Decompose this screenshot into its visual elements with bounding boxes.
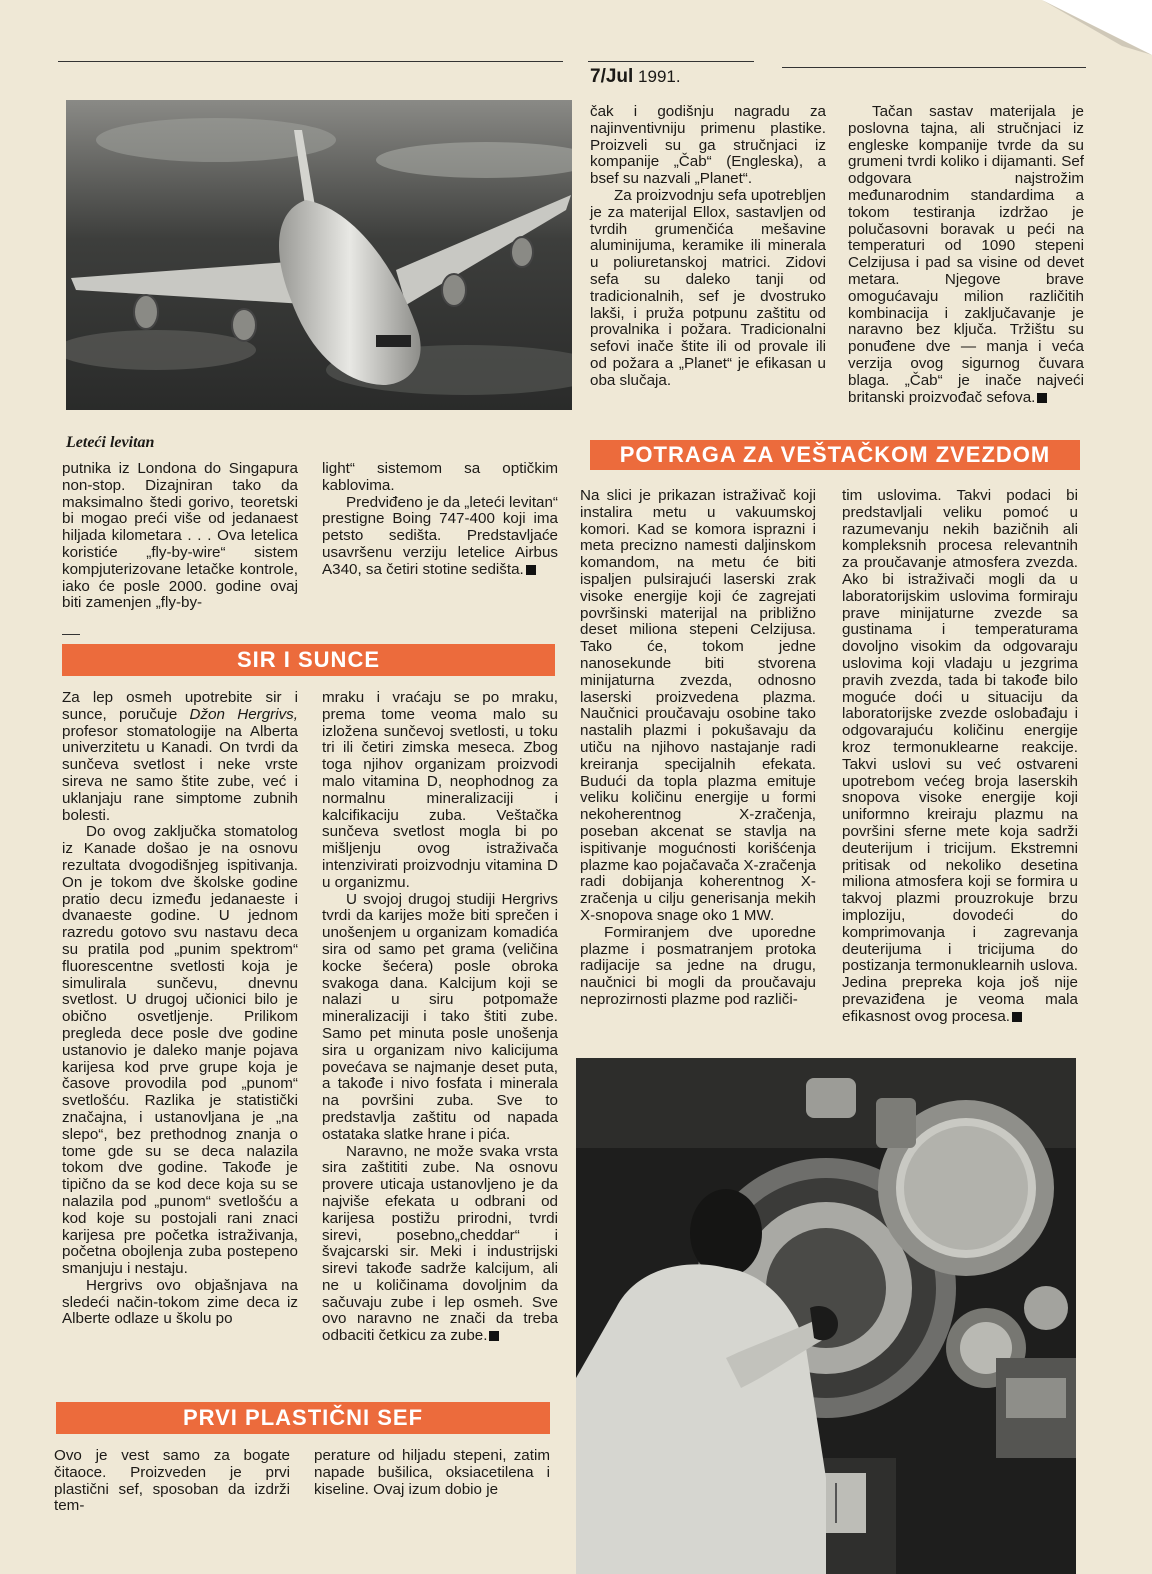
plane-paragraph: putnika iz Londona do Singapura non-stop. Dizajniran tako da maksimalno štedi gorivo, teoretski bi mogao preći više od jedanaest hiljada kilometara . . . Ova letelica koristiće „fly-by-wire“ sistem kompjuterizovane letačke kontrole, iako će posle 2000. godine ovaj biti zamenjen „fly-by-: [62, 460, 298, 612]
cheese-article-title: SIR I SUNCE: [62, 644, 555, 676]
airplane-caption: Leteći levitan: [66, 434, 155, 451]
star-article-col1: [580, 488, 816, 1009]
cheese-paragraph: Naravno, ne može svaka vrsta sira zaštititi zube. Na osnovu provere uticaja ustanovljeno je da najviše efekata u odbrani od karijesa postižu prirodni, tvrdi sirevi, posebno„cheddar“ i švajcarski sir. Meki i industrijski sirevi takođe sadrže kalcijum, ali ne u količinama dovoljnim da sačuvaju zube i lep osmeh. Sve ovo naravno ne znači da treba odbaciti četkicu za zube.: [322, 1142, 558, 1345]
cheese-article-col1: [62, 690, 298, 1328]
safe-paragraph: perature od hiljadu stepeni, zatim napade bušilica, oksiacetilena i kiseline. Ovaj izum dobio je: [314, 1447, 550, 1498]
safe-article-bottom-col2: [314, 1448, 550, 1498]
cheese-paragraph: Do ovog zaključka stomatolog iz Kanade došao je na osnovu rezultata dvogodišnjeg ispitivanja. On je tokom dve školske godine pratio decu između jedanaeste i dvanaeste godine. U jednom razredu gotovo svu nastavu deca su pratila pod „punim spektrom“ fluorescentne svetlosti koja je simulirala sunčevu, dnevnu svetlost. U drugoj učionici bilo je obično osvetljenje. Prilikom pregleda dece posle dve godine ustanovio je daleko manje pojava karijesa kod prve grupe koja je časove provodila pod „punom“ svetlošću. Razlika je statistički značajna, i ustanovljana je „na slepo“, bez prethodnog znanja o tome gde su se deca nalazila tokom dve godine. Takođe je tipično da se kod dece koja su se nalazila pod „punom“ svetlošću a kod koje su postojali rani znaci karijesa pre početka istraživanja, početna obojlenja zuba postepeno smanjuju i nestaju.: [62, 823, 298, 1278]
star-article-col2: [842, 488, 1078, 1026]
safe-article-top-col2: [848, 104, 1084, 406]
cheese-paragraph: Za lep osmeh upotrebite sir i sunce, poručuje Džon Hergrivs, profesor stomatologije na Alberta univerzitetu u Kanadi. On tvrdi da sunčeva svetlost i neke vrste sireva ne samo štite zube, već i uklanjaju rane simptome zubnih bolesti.: [62, 689, 298, 824]
laboratory-photo: [576, 1058, 1076, 1574]
end-mark: [526, 565, 536, 575]
cheese-article-col2: [322, 690, 558, 1345]
end-mark: [1012, 1012, 1022, 1022]
header-rule-left: [58, 61, 563, 62]
plane-paragraph: light“ sistemom sa optičkim kablovima.: [322, 460, 558, 494]
cheese-paragraph: Hergrivs ovo objašnjava na sledeći način-tokom zime deca iz Alberte odlaze u školu po: [62, 1276, 298, 1328]
safe-paragraph: Ovo je vest samo za bogate čitaoce. Proizveden je prvi plastični sef, sposoban da izdrži tem-: [54, 1447, 290, 1515]
plane-article-col1: [62, 461, 298, 612]
end-mark: [489, 1331, 499, 1341]
short-rule: [62, 634, 80, 635]
safe-paragraph: Za proizvodnju sefa upotrebljen je za materijal Ellox, sastavljen od tvrdih grumenčića mešavine aluminijuma, keramike ili minerala u poliuretanskoj matrici. Zidovi sefa su daleko tanji od tradicionalnih, sef je dvostruko lakši, i pruža potpunu zaštitu od provalnika i požara. Tradicionalni sefovi inače štite ili od provale ili od požara a „Planet“ je efikasan u oba slučaja.: [590, 186, 826, 389]
header-rule-right: [782, 67, 1086, 68]
star-paragraph: Na slici je prikazan istraživač koji instalira metu u vakuumskoj komori. Kad se komora isprazni i meta precizno namesti daljinskom komandom, na metu će biti ispaljen pulsirajući laserski zrak visoke energije koji će zagrejati površinski materijal na približno deset miliona stepeni Celzijusa. Tako će, tokom jedne nanosekunde biti stvorena minijaturna zvezda, odnosno laserski proizvedena plazma. Naučnici proučavaju osobine tako nastalih plazmi i pokušavaju da utiču na njihovo nastajanje radi kreiranja specijalnih efekata. Budući da topla plazma emituje veliku količinu energije u formi nekoherentnog X-zračenja, poseban akcenat se stavlja na ispitivanje mogućnosti korišćenja plazme kao pojačavača X-zračenja radi dobijanja koherentnog X-zračenja u cilju generisanja mekih X-snopova snage oko 1 MW.: [580, 487, 816, 924]
author-name: Džon Hergrivs,: [189, 705, 298, 723]
star-paragraph: Formiranjem dve uporedne plazme i posmatranjem protoka radijacije sa jedne na drugu, naučnici bi mogli da proučavaju neprozirnosti plazme pod različi-: [580, 923, 816, 1008]
folio: [590, 66, 681, 88]
star-article-title: POTRAGA ZA VEŠTAČKOM ZVEZDOM: [590, 440, 1080, 470]
folio-year: 1991.: [638, 67, 681, 86]
safe-article-top-col1: [590, 104, 826, 390]
safe-paragraph: Tačan sastav materijala je poslovna tajna, ali stručnjaci iz engleske kompanije tvrde da su grumeni tvrdi koliko i dijamanti. Sef odgovara najstrožim međunarodnim standardima a tokom testiranja izdržao je polučasovni boravak u peći na temperaturi od 1090 stepeni Celzijusa i pad sa visine od devet metara. Njegove brave omogućavaju milion različitih kombinacija i zaključavanje je naravno bez ključa. Tržištu su ponuđene dve — manja i veća verzija ovog sigurnog čuvara blaga. „Čab“ je inače najveći britanski proizvođač sefova.: [848, 103, 1084, 406]
airplane-photo: [66, 100, 572, 410]
end-mark: [1037, 393, 1047, 403]
safe-paragraph: čak i godišnju nagradu za najinventivniju primenu plastike. Proizveli su ga stručnjaci iz kompanije „Čab“ (Engleska), a bsef su nazvali „Planet“.: [590, 103, 826, 188]
folio-issue: 7/Jul: [590, 66, 634, 87]
safe-article-title: PRVI PLASTIČNI SEF: [56, 1402, 550, 1434]
cheese-paragraph: mraku i vraćaju se po mraku, prema tome veoma malo su izložena sunčevoj svetlosti, u toku tri ili četiri zimska meseca. Zbog toga njihov organizam proizvodi malo vitamina D, neophodnog za normalnu mineralizaciji i kalcifikaciju zuba. Veštačka sunčeva svetlost mogla bi po mišljenju ovog istraživača intenzivirati proizvodnju vitamina D u organizmu.: [322, 689, 558, 891]
cheese-paragraph: U svojoj drugoj studiji Hergrivs tvrdi da karijes može biti sprečen i unošenjem u organizam komadića sira od samo pet grama (veličina kocke šećera) posle obroka svakoga dana. Kalcijum koji se nalazi u siru potpomaže mineralizaciji i tako štiti zube. Samo pet minuta posle unošenja sira u organizam nivo kalicijuma povećava se najmanje deset puta, a takođe i nivo fosfata i minerala na površini zuba. Sve to predstavlja zaštitu od napada ostataka slatke hrane i pića.: [322, 890, 558, 1143]
header-rule-mid: [588, 61, 754, 62]
page-corner-fold: [1022, 0, 1152, 60]
star-paragraph: tim uslovima. Takvi podaci bi predstavljali veliku pomoć u razumevanju nekih bazičnih ali kompleksnih procesa relevantnih za proučavanje atmosfera zvezda. Ako bi istraživači mogli da u laboratorijskim uslovima formiraju prave minijaturne zvezde sa gustinama i temperaturama dovoljno visokim da odgovaraju uslovima koji vladaju u jezgrima pravih zvezda, tada bi takođe bilo moguće doći u situaciju da laboratorijske zvezde oslobađaju i odgovarajuću količinu energije kroz termonuklearne reakcije. Takvi uslovi su već ostvareni upotrebom većeg broja laserskih snopova visoke energije koji uniformno kreiraju plazmu na površini sferne mete koja sadrži deuterijum i tricijum. Ekstremni pritisak od nekoliko desetina miliona atmosfera koji se formira u takvoj plazmi prouzrokuje brzu imploziju, dovodeći do komprimovanja i zagrevanja deuterijuma i tricijuma do postizanja termonuklearnih uslova. Jedina prepreka koja još nije prevaziđena je veoma mala efikasnost ovog procesa.: [842, 487, 1078, 1025]
safe-article-bottom-col1: [54, 1448, 290, 1515]
plane-paragraph: Predviđeno je da „leteći levitan“ prestigne Boing 747-400 koji ima petsto sedišta. Predstavljaće usavršenu verziju letelice Airbus A340, sa četiri stotine sedišta.: [322, 493, 558, 578]
plane-article-col2: [322, 461, 558, 579]
